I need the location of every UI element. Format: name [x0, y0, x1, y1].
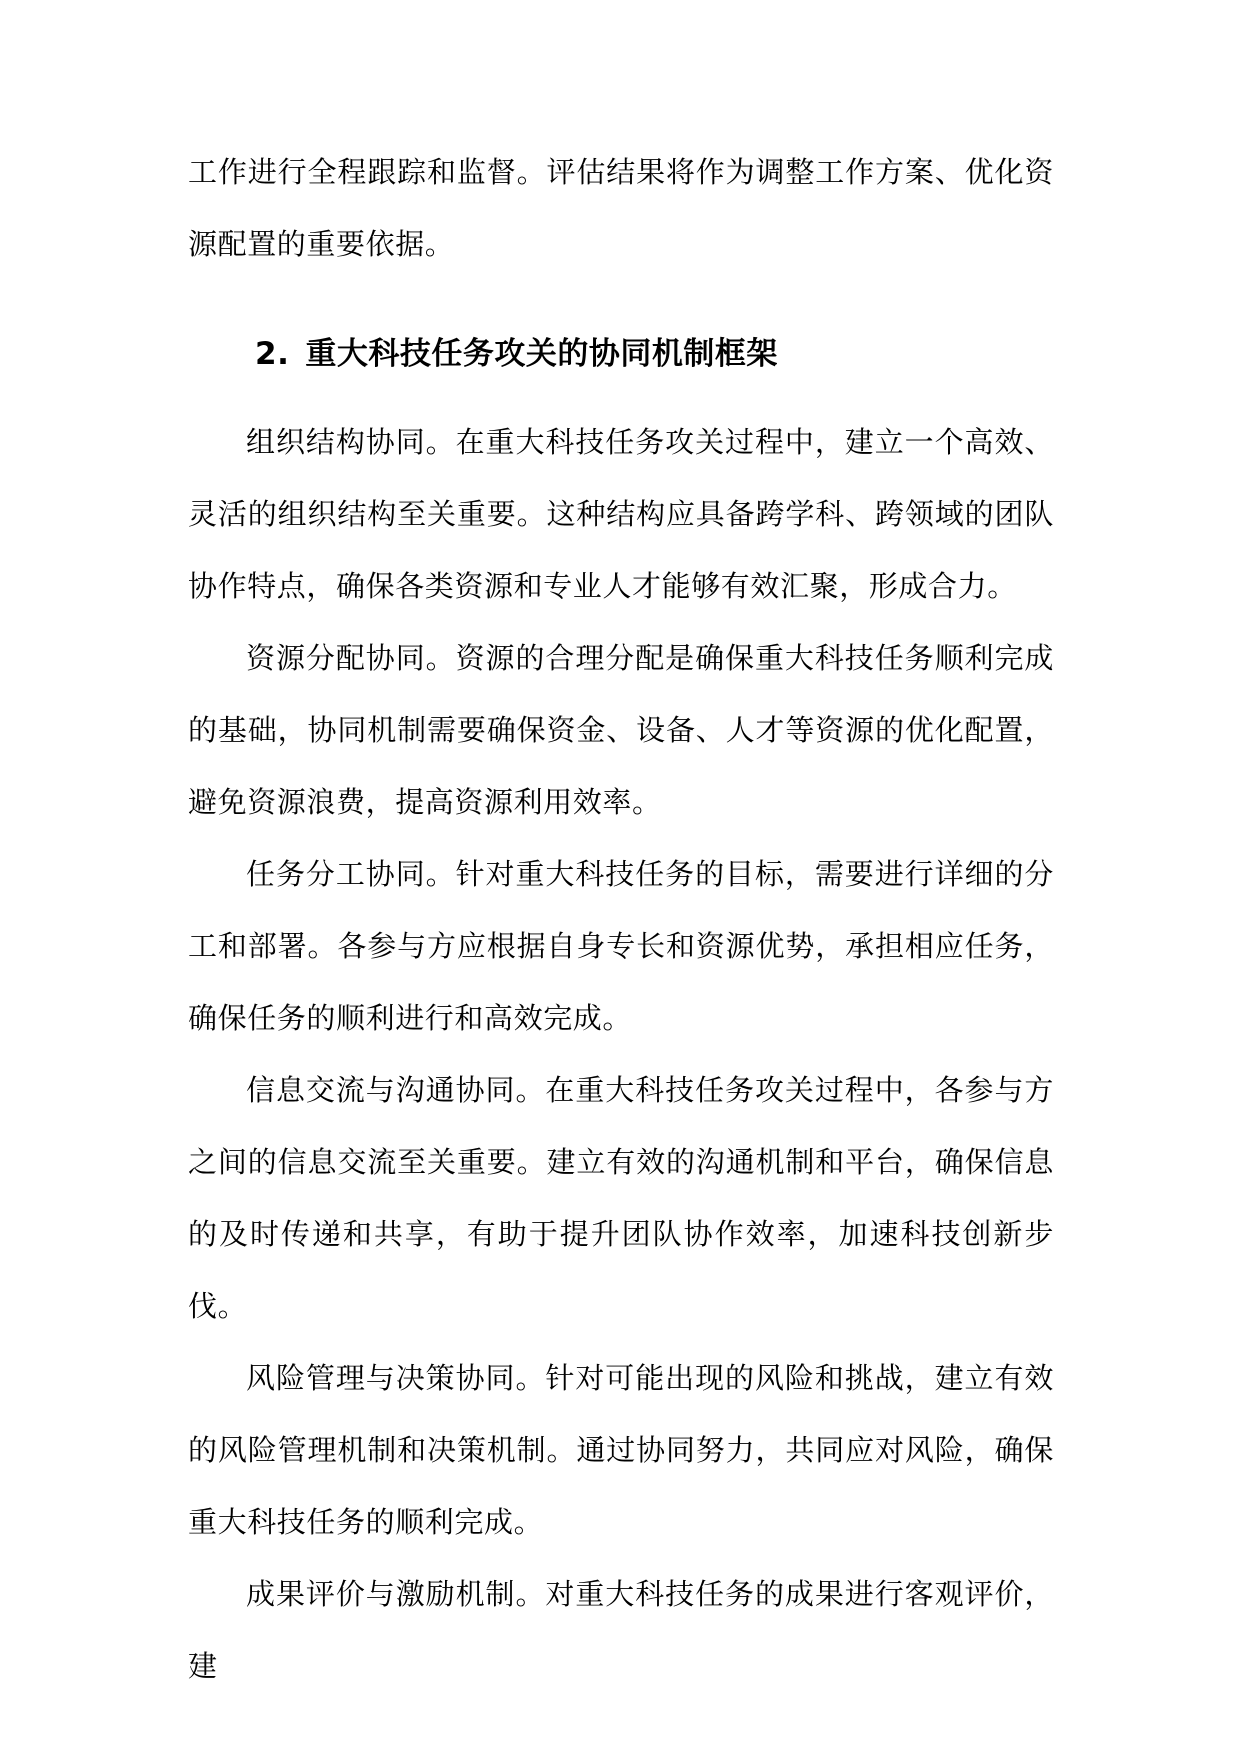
- paragraph-risk-management: 风险管理与决策协同。针对可能出现的风险和挑战，建立有效的风险管理机制和决策机制。通过协同努力，共同应对风险，确保重大科技任务的顺利完成。: [188, 1361, 1054, 1539]
- paragraph-task-division: 任务分工协同。针对重大科技任务的目标，需要进行详细的分工和部署。各参与方应根据自身专长和资源优势，承担相应任务，确保任务的顺利进行和高效完成。: [188, 857, 1054, 1035]
- paragraph-resource-allocation: 资源分配协同。资源的合理分配是确保重大科技任务顺利完成的基础，协同机制需要确保资金、设备、人才等资源的优化配置，避免资源浪费，提高资源利用效率。: [188, 641, 1054, 819]
- section-heading: [255, 330, 778, 378]
- paragraph-communication: 信息交流与沟通协同。在重大科技任务攻关过程中，各参与方之间的信息交流至关重要。建立有效的沟通机制和平台，确保信息的及时传递和共享，有助于提升团队协作效率，加速科技创新步伐。: [188, 1073, 1054, 1323]
- section-title: 重大科技任务攻关的协同机制框架: [305, 336, 778, 372]
- paragraph-organization: 组织结构协同。在重大科技任务攻关过程中，建立一个高效、灵活的组织结构至关重要。这种结构应具备跨学科、跨领域的团队协作特点，确保各类资源和专业人才能够有效汇聚，形成合力。: [188, 425, 1054, 603]
- body-paragraphs: [188, 406, 1054, 1702]
- section-number: 2.: [255, 336, 290, 372]
- paragraph-evaluation: 成果评价与激励机制。对重大科技任务的成果进行客观评价，建: [188, 1577, 1054, 1683]
- continuation-paragraph: 工作进行全程跟踪和监督。评估结果将作为调整工作方案、优化资源配置的重要依据。: [188, 155, 1054, 261]
